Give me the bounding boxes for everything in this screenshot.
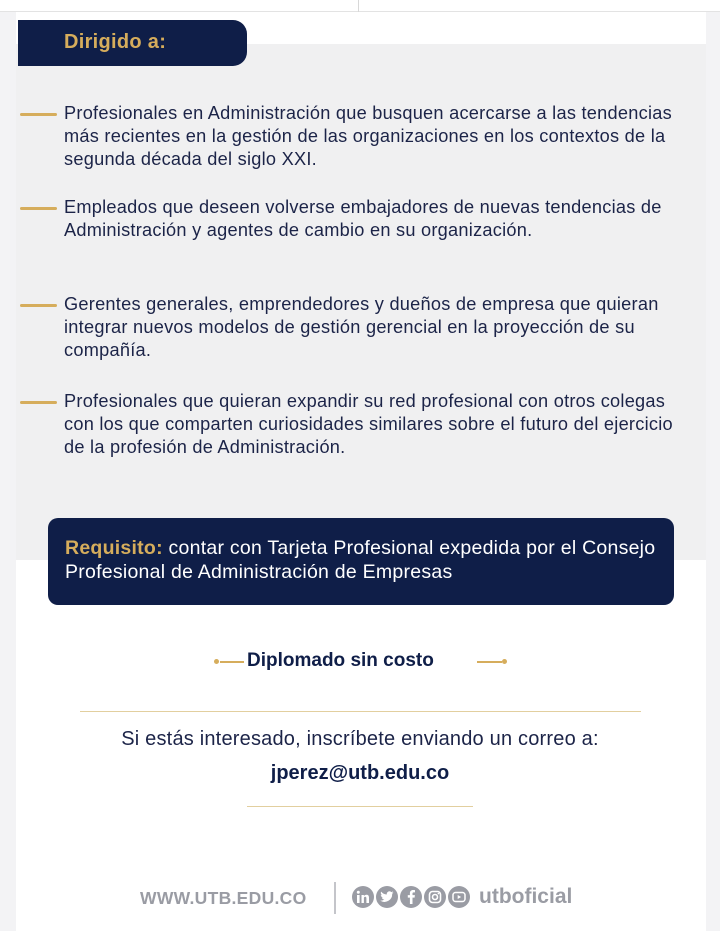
- top-bar: [0, 0, 720, 12]
- requirement-text: [65, 536, 665, 584]
- facebook-icon[interactable]: [400, 886, 422, 908]
- gold-dash: [20, 401, 57, 404]
- footer-divider: [334, 882, 336, 914]
- gold-dash: [20, 207, 57, 210]
- top-bar-divider: [358, 0, 359, 12]
- audience-header-tab: [18, 20, 247, 66]
- requirement-label: Requisito:: [65, 537, 163, 559]
- offer-banner: [0, 648, 720, 676]
- gold-dot: [214, 659, 219, 664]
- audience-item-text: Profesionales que quieran expandir su red profesional con otros colegas con los que comparten curiosidades similares sobre el futuro del ejercicio de la profesión de Administración.: [64, 391, 673, 457]
- requirement-box: [48, 518, 674, 605]
- audience-item-text: Gerentes generales, emprendedores y dueños de empresa que quieran integrar nuevos modelos de gestión gerencial en la proyección de su compañía.: [64, 294, 659, 360]
- website-link[interactable]: WWW.UTB.EDU.CO: [140, 888, 307, 908]
- divider: [80, 711, 641, 712]
- audience-item-text: Empleados que deseen volverse embajadores de nuevas tendencias de Administración y agentes de cambio en su organización.: [64, 197, 662, 240]
- gold-line: [220, 661, 244, 663]
- gold-dash: [20, 304, 57, 307]
- contact-email-link[interactable]: jperez@utb.edu.co: [270, 762, 450, 784]
- contact-prompt: Si estás interesado, inscríbete enviando un correo a:: [121, 728, 599, 750]
- footer: [0, 880, 720, 916]
- gold-dash: [20, 113, 57, 116]
- linkedin-icon[interactable]: [352, 886, 374, 908]
- audience-item-text: Profesionales en Administración que busquen acercarse a las tendencias más recientes en la gestión de las organizaciones en los contextos de la segunda década del siglo XXI.: [64, 103, 672, 169]
- twitter-icon[interactable]: [376, 886, 398, 908]
- social-icons: [352, 886, 470, 910]
- gold-dot: [502, 659, 507, 664]
- offer-text: Diplomado sin costo: [247, 650, 434, 671]
- instagram-icon[interactable]: [424, 886, 446, 908]
- requirement-body: contar con Tarjeta Profesional expedida por el Consejo Profesional de Administración de Empresas: [65, 537, 656, 583]
- audience-title: Dirigido a:: [64, 31, 167, 53]
- gold-line: [477, 661, 502, 663]
- youtube-icon[interactable]: [448, 886, 470, 908]
- divider: [247, 806, 473, 807]
- social-handle[interactable]: utboficial: [479, 885, 573, 908]
